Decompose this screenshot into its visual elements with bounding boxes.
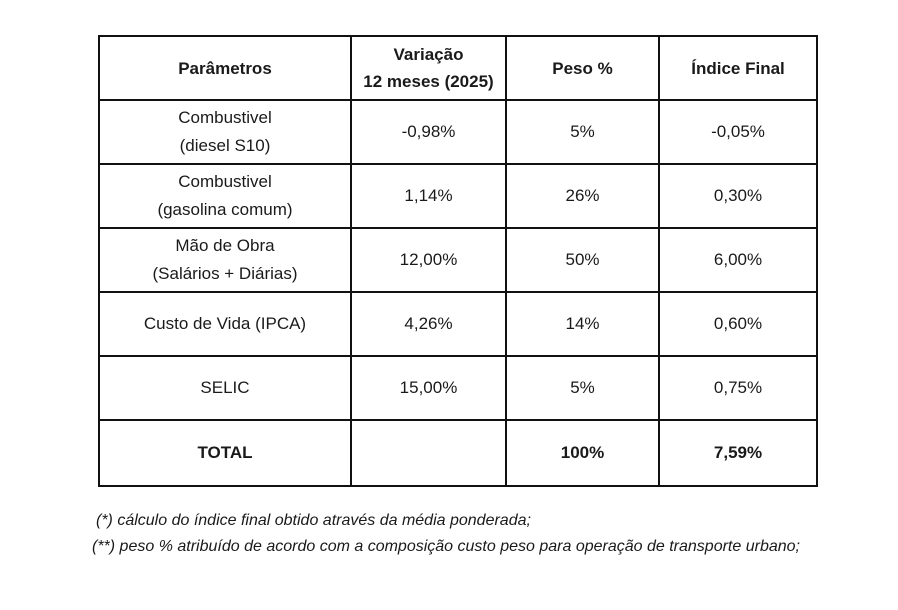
weight-cell: 5% [506, 356, 659, 420]
total-variation-cell [351, 420, 506, 486]
weight-cell: 14% [506, 292, 659, 356]
footnote-weighted-average: (*) cálculo do índice final obtido através da média ponderada; [96, 512, 531, 529]
footnotes [92, 508, 800, 560]
table-header-row [99, 36, 817, 100]
final-index-cell: 0,30% [659, 164, 817, 228]
variation-cell: -0,98% [351, 100, 506, 164]
weight-cell: 50% [506, 228, 659, 292]
table-row [99, 356, 817, 420]
variation-cell: 15,00% [351, 356, 506, 420]
header-indice-final: Índice Final [659, 36, 817, 100]
footnote-weight-composition: (**) peso % atribuído de acordo com a composição custo peso para operação de transporte urbano; [92, 538, 800, 555]
param-cell [99, 164, 351, 228]
header-peso: Peso % [506, 36, 659, 100]
param-line2: (diesel S10) [179, 136, 271, 155]
param-cell: Custo de Vida (IPCA) [99, 292, 351, 356]
final-index-cell: 0,60% [659, 292, 817, 356]
final-index-cell: -0,05% [659, 100, 817, 164]
table-row [99, 292, 817, 356]
variation-cell: 4,26% [351, 292, 506, 356]
variation-cell: 1,14% [351, 164, 506, 228]
param-cell [99, 228, 351, 292]
header-variacao [351, 36, 506, 100]
total-row [99, 420, 817, 486]
table-row [99, 100, 817, 164]
header-parametros: Parâmetros [99, 36, 351, 100]
weight-cell: 26% [506, 164, 659, 228]
param-line2: (Salários + Diárias) [152, 264, 298, 283]
table-row [99, 164, 817, 228]
final-index-cell: 6,00% [659, 228, 817, 292]
total-final-index-cell: 7,59% [659, 420, 817, 486]
final-index-cell: 0,75% [659, 356, 817, 420]
param-cell: SELIC [99, 356, 351, 420]
param-line2: (gasolina comum) [157, 200, 293, 219]
parameters-table [98, 35, 818, 487]
param-line1: Combustivel [178, 108, 272, 127]
header-variacao-line1: Variação [393, 45, 464, 64]
table-row [99, 228, 817, 292]
weight-cell: 5% [506, 100, 659, 164]
param-line1: Combustivel [178, 172, 272, 191]
table-container [98, 35, 818, 487]
param-cell [99, 100, 351, 164]
total-weight-cell: 100% [506, 420, 659, 486]
total-label-cell: TOTAL [99, 420, 351, 486]
variation-cell: 12,00% [351, 228, 506, 292]
param-line1: Mão de Obra [175, 236, 275, 255]
header-variacao-line2: 12 meses (2025) [363, 72, 494, 91]
